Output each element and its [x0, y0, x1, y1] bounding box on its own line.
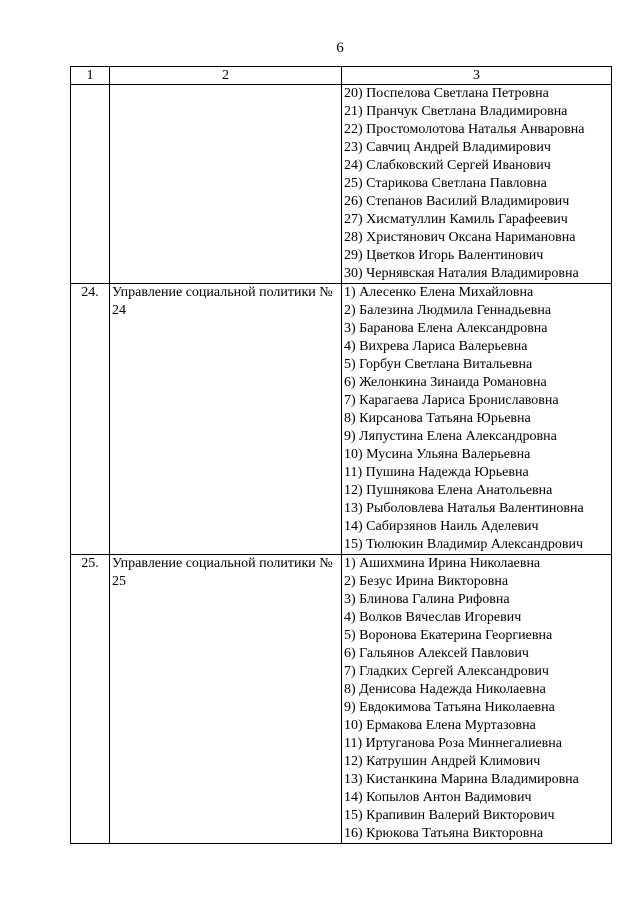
person-entry: 4) Волков Вячеслав Игоревич [344, 610, 522, 625]
page-number: 6 [336, 40, 344, 56]
person-entry: 7) Гладких Сергей Александрович [344, 664, 549, 679]
person-entry: 2) Безус Ирина Викторовна [344, 574, 509, 589]
table-row [71, 555, 612, 844]
person-entry: 13) Кистанкина Марина Владимировна [344, 772, 579, 787]
person-entry: 11) Иртуганова Роза Миннегалиевна [344, 736, 562, 751]
row-number: 25. [71, 555, 110, 844]
person-entry: 8) Денисова Надежда Николаевна [344, 682, 546, 697]
person-entry: 9) Евдокимова Татьяна Николаевна [344, 700, 555, 715]
person-entry: 15) Тюлюкин Владимир Александрович [344, 537, 583, 552]
person-entry: 10) Ермакова Елена Муртазовна [344, 718, 536, 733]
person-entry: 24) Слабковский Сергей Иванович [344, 158, 551, 173]
people-list [342, 555, 612, 844]
person-entry: 28) Христянович Оксана Наримановна [344, 230, 576, 245]
table-row [71, 85, 612, 284]
person-entry: 9) Ляпустина Елена Александровна [344, 429, 557, 444]
department-name: Управление социальной политики № 24 [110, 284, 342, 555]
person-entry: 6) Гальянов Алексей Павлович [344, 646, 529, 661]
person-entry: 22) Простомолотова Наталья Анваровна [344, 122, 585, 137]
person-entry: 3) Блинова Галина Рифовна [344, 592, 510, 607]
person-entry: 2) Балезина Людмила Геннадьевна [344, 303, 552, 318]
person-entry: 3) Баранова Елена Александровна [344, 321, 548, 336]
person-entry: 25) Старикова Светлана Павловна [344, 176, 547, 191]
person-entry: 21) Пранчук Светлана Владимировна [344, 104, 568, 119]
document-table [70, 66, 612, 844]
row-number: 24. [71, 284, 110, 555]
table-row [71, 284, 612, 555]
column-header-number: 1 [71, 67, 110, 85]
person-entry: 5) Воронова Екатерина Георгиевна [344, 628, 553, 643]
department-name: Управление социальной политики № 25 [110, 555, 342, 844]
person-entry: 26) Степанов Василий Владимирович [344, 194, 570, 209]
table-body [71, 85, 612, 844]
person-entry: 8) Кирсанова Татьяна Юрьевна [344, 411, 531, 426]
person-entry: 4) Вихрева Лариса Валерьевна [344, 339, 528, 354]
person-entry: 10) Мусина Ульяна Валерьевна [344, 447, 531, 462]
person-entry: 1) Алесенко Елена Михайловна [344, 285, 534, 300]
person-entry: 15) Крапивин Валерий Викторович [344, 808, 555, 823]
person-entry: 29) Цветков Игорь Валентинович [344, 248, 544, 263]
department-name [110, 85, 342, 284]
person-entry: 16) Крюкова Татьяна Викторовна [344, 826, 544, 841]
row-number [71, 85, 110, 284]
person-entry: 12) Пушнякова Елена Анатольевна [344, 483, 553, 498]
person-entry: 7) Карагаева Лариса Брониславовна [344, 393, 559, 408]
person-entry: 6) Желонкина Зинаида Романовна [344, 375, 547, 390]
people-list [342, 85, 612, 284]
people-list [342, 284, 612, 555]
person-entry: 23) Савчиц Андрей Владимирович [344, 140, 551, 155]
person-entry: 30) Чернявская Наталия Владимировна [344, 266, 579, 281]
table-header-row [71, 67, 612, 85]
person-entry: 14) Копылов Антон Вадимович [344, 790, 532, 805]
person-entry: 20) Поспелова Светлана Петровна [344, 86, 549, 101]
person-entry: 14) Сабирзянов Наиль Аделевич [344, 519, 539, 534]
person-entry: 13) Рыболовлева Наталья Валентиновна [344, 501, 584, 516]
person-entry: 11) Пушина Надежда Юрьевна [344, 465, 529, 480]
person-entry: 12) Катрушин Андрей Климович [344, 754, 541, 769]
column-header-department: 2 [110, 67, 342, 85]
person-entry: 27) Хисматуллин Камиль Гарафеевич [344, 212, 568, 227]
column-header-people: 3 [342, 67, 612, 85]
person-entry: 1) Ашихмина Ирина Николаевна [344, 556, 541, 571]
person-entry: 5) Горбун Светлана Витальевна [344, 357, 533, 372]
